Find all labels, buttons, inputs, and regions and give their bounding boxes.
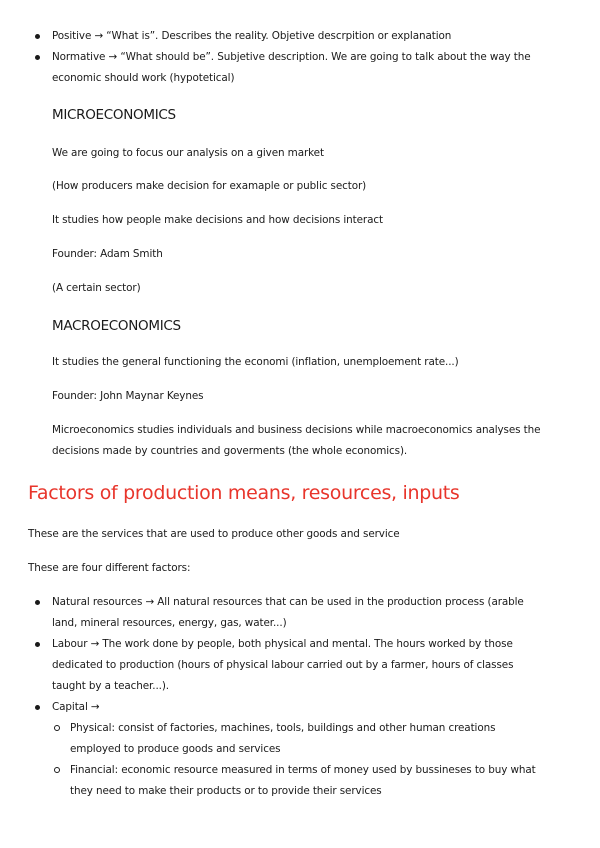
bullet-labour: Labour → The work done by people, both physical and mental. The hours worked by those dedicated to production (hours of physical labour carried out by a farmer, hours of classes taught by a teacher...). [28, 634, 548, 697]
macro-heading: MACROECONOMICS [52, 318, 181, 334]
factors-bullet-list [28, 592, 548, 802]
micro-line: (A certain sector) [52, 282, 141, 294]
macro-founder: Founder: John Maynar Keynes [52, 390, 204, 402]
micro-line: (How producers make decision for examaple or public sector) [52, 180, 367, 192]
bullet-capital [28, 697, 548, 802]
micro-line: We are going to focus our analysis on a given market [52, 147, 324, 159]
macro-line: It studies the general functioning the economi (inflation, unemploement rate...) [52, 356, 459, 368]
bullet-natural-resources: Natural resources → All natural resources that can be used in the production process (arable land, mineral resources, energy, gas, water...) [28, 592, 548, 634]
micro-heading: MICROECONOMICS [52, 107, 176, 123]
sub-bullet-financial: Financial: economic resource measured in terms of money used by bussineses to buy what they need to make their products or to provide their services [52, 760, 548, 802]
micro-line: It studies how people make decisions and how decisions interact [52, 214, 383, 226]
macro-comparison: Microeconomics studies individuals and business decisions while macroeconomics analyses the decisions made by countries and goverments (the whole economics). [52, 424, 541, 457]
capital-sub-list [52, 718, 548, 802]
bullet-normative: Normative → “What should be”. Subjetive description. We are going to talk about the way the economic should work (hypotetical) [28, 47, 548, 89]
factors-intro: These are the services that are used to produce other goods and service [28, 528, 400, 540]
bullet-positive: Positive → “What is”. Describes the reality. Objetive descrpition or explanation [28, 26, 548, 47]
factors-heading: Factors of production means, resources, inputs [28, 482, 460, 504]
sub-bullet-physical: Physical: consist of factories, machines, tools, buildings and other human creations employed to produce goods and services [52, 718, 548, 760]
factors-count: These are four different factors: [28, 562, 191, 574]
intro-bullet-list [28, 26, 548, 89]
capital-label: Capital → [52, 701, 100, 713]
micro-founder: Founder: Adam Smith [52, 248, 163, 260]
